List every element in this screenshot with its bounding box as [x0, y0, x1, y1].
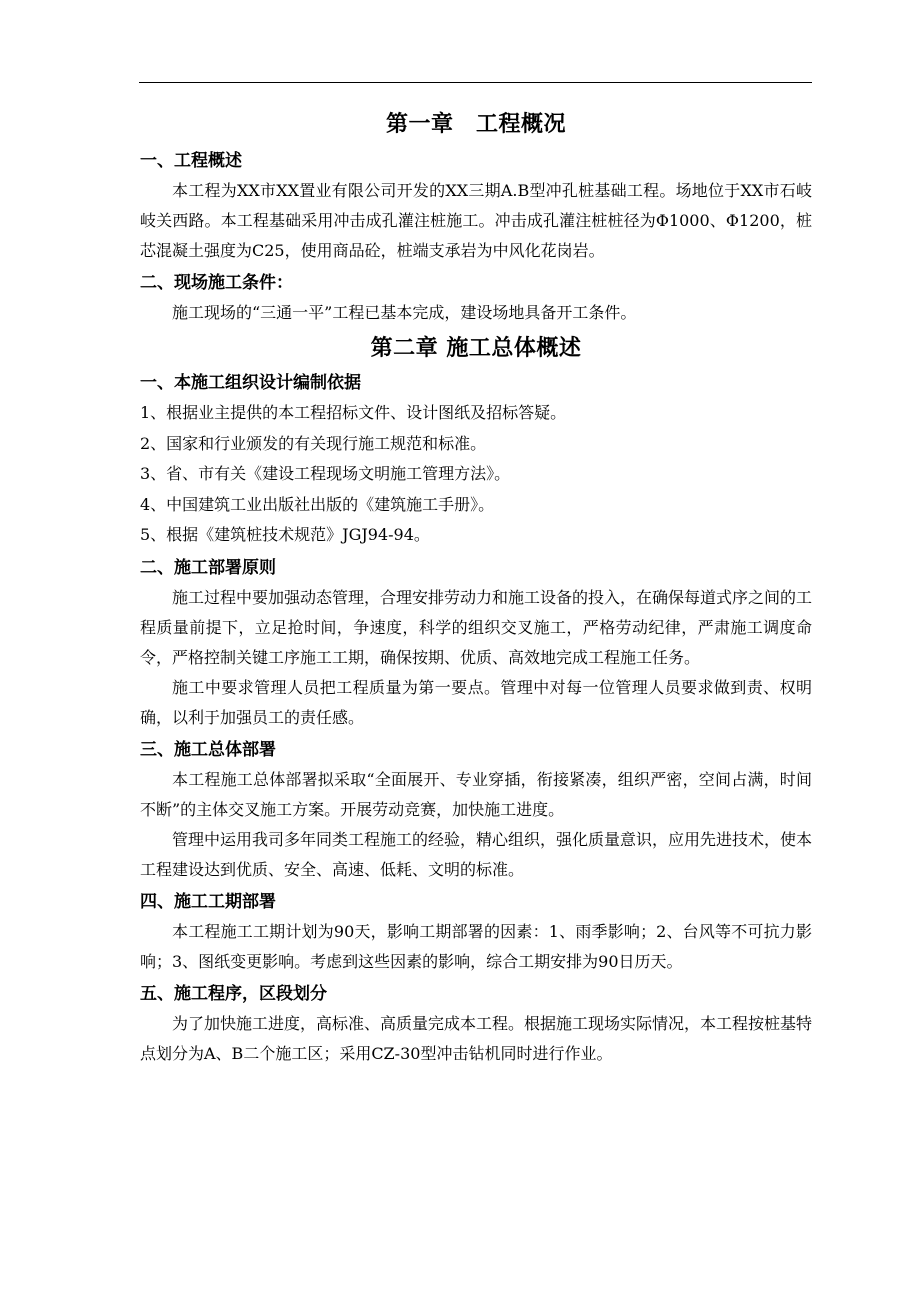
section-project-overview-heading: 一、工程概述: [140, 151, 242, 171]
deployment-principles-paragraph: 施工过程中要加强动态管理，合理安排劳动力和施工设备的投入，在确保每道式序之间的工程质量前提下，立足抢时间，争速度，科学的组织交叉施工，严格劳动纪律，严肃施工调度命令，严格控制关键工序施工工期，确保按期、优质、高效地完成工程施工任务。: [140, 587, 813, 667]
design-basis-item: 1、根据业主提供的本工程招标文件、设计图纸及招标答疑。: [140, 403, 567, 422]
design-basis-item: 3、省、市有关《建设工程现场文明施工管理方法》。: [140, 464, 511, 483]
section-deployment-principles-heading: 二、施工部署原则: [140, 557, 276, 578]
chapter-2-title: 第二章 施工总体概述: [370, 335, 582, 361]
project-overview-paragraph: 本工程为XX市XX置业有限公司开发的XX三期A.B型冲孔桩基础工程。场地位于XX市石岐岐关西路。本工程基础采用冲击成孔灌注桩施工。冲击成孔灌注桩桩径为Φ1000、Φ1200，桩芯混凝土强度为C25，使用商品砼，桩端支承岩为中风化花岗岩。: [140, 181, 812, 260]
header-rule: [139, 82, 812, 83]
section-schedule-heading: 四、施工工期部署: [140, 891, 276, 912]
procedure-zoning-paragraph: 为了加快施工进度，高标准、高质量完成本工程。根据施工现场实际情况，本工程按桩基特点划分为A、B二个施工区；采用CZ-30型冲击钻机同时进行作业。: [140, 1013, 813, 1063]
section-overall-deployment-heading: 三、施工总体部署: [140, 739, 276, 760]
section-site-conditions-heading: 二、现场施工条件：: [140, 273, 293, 293]
section-procedure-zoning-heading: 五、施工程序，区段划分: [140, 983, 327, 1004]
overall-deployment-paragraph: 管理中运用我司多年同类工程施工的经验，精心组织，强化质量意识，应用先进技术，使本工程建设达到优质、安全、高速、低耗、文明的标准。: [140, 829, 813, 879]
site-conditions-paragraph: 施工现场的“三通一平”工程已基本完成，建设场地具备开工条件。: [172, 303, 637, 322]
overall-deployment-paragraph: 本工程施工总体部署拟采取“全面展开、专业穿插，衔接紧凑，组织严密，空间占满，时间不断”的主体交叉施工方案。开展劳动竞赛，加快施工进度。: [140, 769, 812, 819]
schedule-paragraph: 本工程施工工期计划为90天，影响工期部署的因素：1、雨季影响；2、台风等不可抗力影响；3、图纸变更影响。考虑到这些因素的影响，综合工期安排为90日历天。: [140, 921, 812, 971]
section-design-basis-heading: 一、本施工组织设计编制依据: [140, 373, 361, 393]
chapter-1-title: 第一章 工程概况: [385, 111, 566, 137]
document-body: [140, 106, 812, 1069]
design-basis-item: 4、中国建筑工业出版社出版的《建筑施工手册》。: [140, 494, 495, 514]
design-basis-item: 2、国家和行业颁发的有关现行施工规范和标准。: [140, 433, 487, 453]
deployment-principles-paragraph: 施工中要求管理人员把工程质量为第一要点。管理中对每一位管理人员要求做到责、权明确，以利于加强员工的责任感。: [140, 677, 812, 727]
design-basis-item: 5、根据《建筑桩技术规范》JGJ94-94。: [140, 525, 430, 544]
